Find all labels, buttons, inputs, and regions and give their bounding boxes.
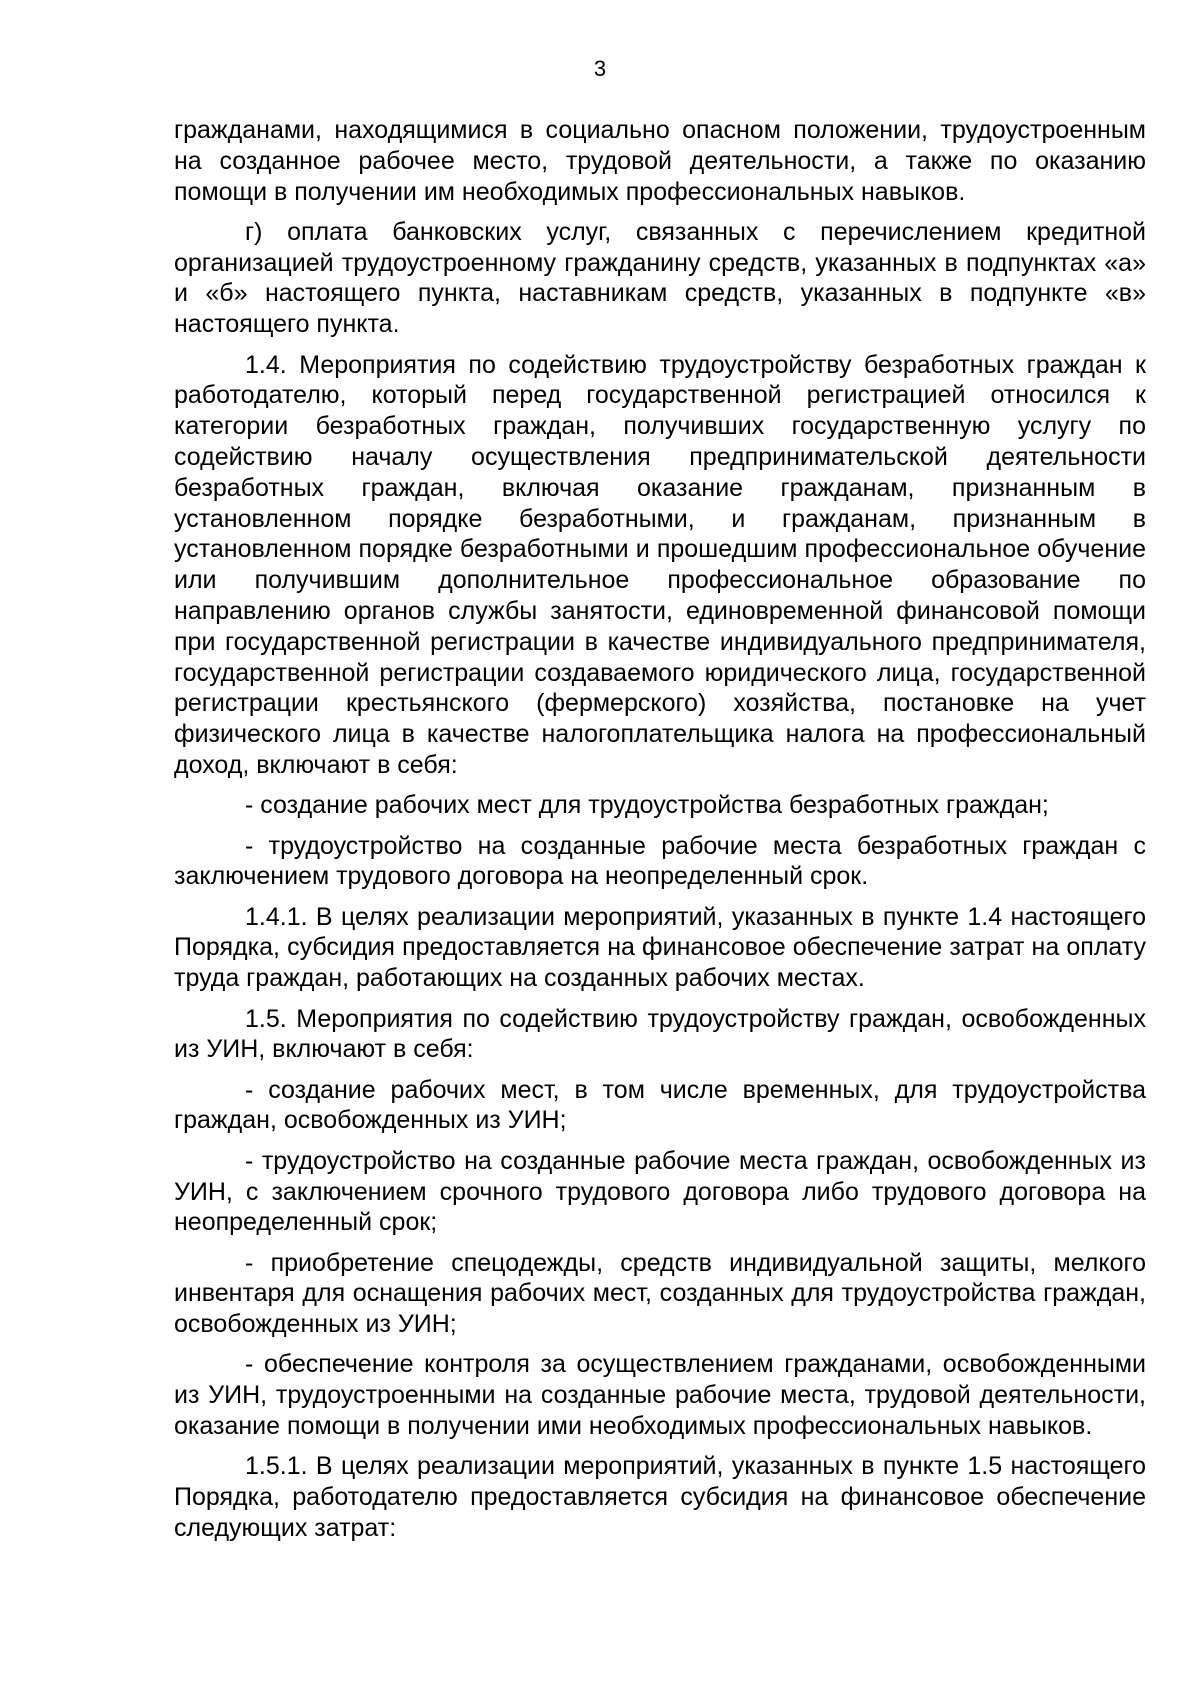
list-item-1-5-a: - создание рабочих мест, в том числе временных, для трудоустройства граждан, освобожденных из УИН; xyxy=(174,1075,1146,1135)
list-item-1-5-c: - приобретение спецодежды, средств индивидуальной защиты, мелкого инвентаря для оснащения рабочих мест, созданных для трудоустройства граждан, освобожденных из УИН; xyxy=(174,1248,1146,1339)
paragraph-1-5: 1.5. Мероприятия по содействию трудоустройству граждан, освобожденных из УИН, включают в себя: xyxy=(174,1004,1146,1064)
list-item-1-5-b: - трудоустройство на созданные рабочие места граждан, освобожденных из УИН, с заключением срочного трудового договора либо трудового договора на неопределенный срок; xyxy=(174,1146,1146,1237)
document-body xyxy=(174,115,1146,1553)
page-number: 3 xyxy=(593,56,607,81)
paragraph-1-4-1: 1.4.1. В целях реализации мероприятий, указанных в пункте 1.4 настоящего Порядка, субсидия предоставляется на финансовое обеспечение затрат на оплату труда граждан, работающих на созданных рабочих местах. xyxy=(174,902,1146,993)
paragraph-item-g: г) оплата банковских услуг, связанных с перечислением кредитной организацией трудоустроенному гражданину средств, указанных в подпунктах «а» и «б» настоящего пункта, наставникам средств, указанных в подпункте «в» настоящего пункта. xyxy=(174,217,1146,339)
list-item-1-4-b: - трудоустройство на созданные рабочие места безработных граждан с заключением трудового договора на неопределенный срок. xyxy=(174,831,1146,891)
paragraph-1-5-1: 1.5.1. В целях реализации мероприятий, указанных в пункте 1.5 настоящего Порядка, работодателю предоставляется субсидия на финансовое обеспечение следующих затрат: xyxy=(174,1452,1146,1542)
list-item-1-5-d: - обеспечение контроля за осуществлением гражданами, освобожденными из УИН, трудоустроенными на созданные рабочие места, трудовой деятельности, оказание помощи в получении ими необходимых профессиональных навыков. xyxy=(174,1350,1146,1441)
paragraph-1-4: 1.4. Мероприятия по содействию трудоустройству безработных граждан к работодателю, который перед государственной регистрацией относился к категории безработных граждан, получивших государственную услугу по содействию началу осуществления предпринимательской деятельности безработных граждан, включая оказание гражданам, признанным в установленном порядке безработными, и гражданам, признанным в установленном порядке безработными и прошедшим профессиональное обучение или получившим дополнительное профессиональное образование по направлению органов службы занятости, единовременной финансовой помощи при государственной регистрации в качестве индивидуального предпринимателя, государственной регистрации создаваемого юридического лица, государственной регистрации крестьянского (фермерского) хозяйства, постановке на учет физического лица в качестве налогоплательщика налога на профессиональный доход, включают в себя: xyxy=(174,350,1146,779)
paragraph-continuation: гражданами, находящимися в социально опасном положении, трудоустроенным на созданное рабочее место, трудовой деятельности, а также по оказанию помощи в получении им необходимых профессиональных навыков. xyxy=(174,116,1146,206)
list-item-1-4-a: - создание рабочих мест для трудоустройства безработных граждан; xyxy=(245,791,1049,820)
